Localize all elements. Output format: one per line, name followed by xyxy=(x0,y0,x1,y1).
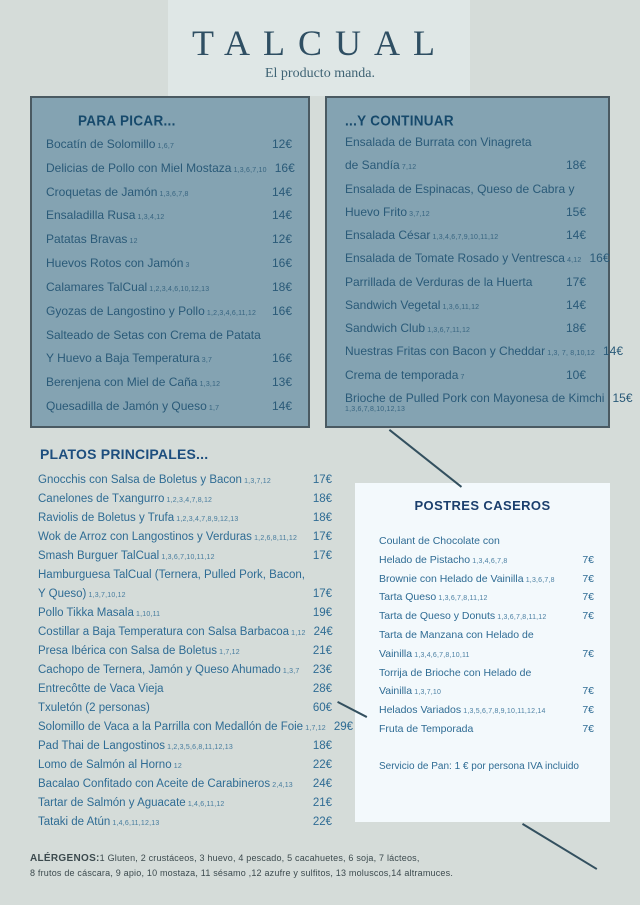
menu-item-row xyxy=(46,399,292,413)
allergen-numbers: 12 xyxy=(171,763,182,770)
allergen-numbers: 1,3,6,7,10,11,12 xyxy=(159,554,215,561)
menu-item-name: Raviolis de Boletus y Trufa 1,2,3,4,7,8,9,12,13 xyxy=(38,512,239,524)
allergen-numbers: 1,3,6,7,8,11,12 xyxy=(495,614,547,622)
menu-item-name: Ensalada César 1,3,4,6,7,9,10,11,12 xyxy=(345,228,499,243)
allergen-numbers: 12 xyxy=(127,238,138,246)
menu-item-price: 18€ xyxy=(312,740,332,752)
menu-item-name: Cachopo de Ternera, Jamón y Queso Ahumado 1,3,7 xyxy=(38,664,300,676)
menu-item-price: 14€ xyxy=(565,297,586,312)
menu-item-price: 14€ xyxy=(603,344,624,359)
menu-item-name: Salteado de Setas con Crema de Patata xyxy=(46,327,261,342)
menu-item-name: Delicias de Pollo con Miel Mostaza 1,3,6,7,10 xyxy=(46,160,267,175)
menu-item-name: Tataki de Atún 1,4,6,11,12,13 xyxy=(38,816,160,828)
menu-item-row xyxy=(46,328,292,342)
menu-item-name: Parrillada de Verduras de la Huerta xyxy=(345,274,533,289)
menu-item-row xyxy=(38,797,332,809)
menu-item-row xyxy=(345,135,586,149)
menu-item-list xyxy=(46,137,295,413)
menu-item-row xyxy=(345,275,586,289)
allergen-numbers: 1,3,4,12 xyxy=(135,214,165,222)
allergen-numbers: 1,2,6,8,11,12 xyxy=(251,535,298,542)
menu-item-price: 60€ xyxy=(312,702,332,714)
menu-item-name: Tarta de Queso y Donuts 1,3,6,7,8,11,12 xyxy=(379,610,547,623)
allergen-numbers: 1,2,3,5,6,8,11,12,13 xyxy=(165,744,233,751)
menu-item-name: Costillar a Baja Temperatura con Salsa Barbacoa 1,12 xyxy=(38,626,306,638)
menu-item-price: 12€ xyxy=(271,137,292,151)
menu-item-row xyxy=(345,182,586,196)
menu-item-name: Hamburguesa TalCual (Ternera, Pulled Pork, Bacon, xyxy=(38,569,305,581)
menu-item-row xyxy=(379,610,594,622)
allergen-numbers: 1,3,7,10 xyxy=(412,689,442,697)
allergen-numbers: 7,12 xyxy=(399,164,417,172)
menu-item-row xyxy=(379,554,594,566)
menu-item-price: 7€ xyxy=(582,572,594,585)
menu-item-price: 21€ xyxy=(312,797,332,809)
menu-item-name: Ensalada de Burrata con Vinagreta xyxy=(345,135,532,149)
menu-item-price: 12€ xyxy=(271,232,292,247)
allergen-numbers: 1,3,12 xyxy=(197,381,221,389)
menu-item-price: 7€ xyxy=(582,553,594,566)
allergens-label: ALÉRGENOS: xyxy=(30,853,100,864)
menu-item-name: Entrecôtte de Vaca Vieja xyxy=(38,683,164,695)
menu-item-price: 22€ xyxy=(312,759,332,771)
menu-item-price: 29€ xyxy=(333,721,354,733)
allergen-numbers: 1,3,7,10,12 xyxy=(86,592,126,599)
menu-item-name: Bacalao Confitado con Aceite de Carabineros 2,4,13 xyxy=(38,778,293,790)
menu-item-name: Tarta Queso 1,3,6,7,8,11,12 xyxy=(379,591,488,604)
menu-item-row xyxy=(379,704,594,716)
menu-item-name: Smash Burguer TalCual 1,3,6,7,10,11,12 xyxy=(38,550,215,562)
diagonal-line xyxy=(389,429,462,488)
allergen-numbers: 1,4,6,11,12 xyxy=(185,801,225,808)
allergen-numbers: 1,3,6,7,11,12 xyxy=(425,327,471,335)
menu-item-price: 16€ xyxy=(274,160,295,175)
menu-item-name: Tarta de Manzana con Helado de xyxy=(379,628,534,641)
menu-item-row xyxy=(46,185,292,199)
menu-item-name: Vainilla 1,3,7,10 xyxy=(379,685,442,698)
menu-item-name: Pad Thai de Langostinos 1,2,3,5,6,8,11,12,13 xyxy=(38,740,233,752)
menu-item-row xyxy=(38,474,332,486)
menu-item-row xyxy=(38,626,332,638)
menu-item-price: 7€ xyxy=(582,722,594,735)
menu-item-name: Crema de temporada 7 xyxy=(345,367,465,382)
menu-item-price: 18€ xyxy=(312,493,332,505)
menu-item-name: Helados Variados 1,3,5,6,7,8,9,10,11,12,14 xyxy=(379,704,546,717)
allergen-numbers: 1,3,4,6,7,8,10,11 xyxy=(412,651,470,659)
menu-item-price: 7€ xyxy=(582,610,594,623)
menu-item-price: 24€ xyxy=(312,778,332,790)
menu-item-row xyxy=(46,160,295,175)
menu-item-price: 18€ xyxy=(271,279,292,294)
menu-item-name: Y Huevo a Baja Temperatura 3,7 xyxy=(46,351,213,366)
menu-item-row xyxy=(379,667,594,679)
allergen-numbers: 1,12 xyxy=(289,630,306,637)
menu-item-price: 10€ xyxy=(565,367,586,382)
allergen-numbers: 1,3,5,6,7,8,9,10,11,12,14 xyxy=(461,708,546,716)
allergen-numbers: 7 xyxy=(458,373,465,381)
allergen-numbers: 1,3,6,7,8,10,12,13 xyxy=(345,405,406,413)
menu-item-row xyxy=(379,591,594,603)
menu-item-price: 15€ xyxy=(612,390,633,405)
menu-item-name: Huevos Rotos con Jamón 3 xyxy=(46,256,190,271)
menu-item-row xyxy=(38,512,332,524)
menu-item-row xyxy=(38,759,332,771)
menu-item-name: Brownie con Helado de Vainilla 1,3,6,7,8 xyxy=(379,572,555,585)
menu-item-name: Sandwich Vegetal 1,3,6,11,12 xyxy=(345,297,480,312)
menu-item-row xyxy=(46,351,292,365)
menu-item-price: 15€ xyxy=(565,204,586,219)
section-title-platos-principales: PLATOS PRINCIPALES... xyxy=(40,446,209,462)
menu-item-row xyxy=(379,648,594,660)
menu-item-price: 17€ xyxy=(312,531,332,543)
menu-item-row xyxy=(46,232,292,246)
menu-item-price: 16€ xyxy=(271,256,292,271)
menu-item-price: 18€ xyxy=(565,158,586,173)
menu-item-name: Wok de Arroz con Langostinos y Verduras 1,2,6,8,11,12 xyxy=(38,531,298,543)
menu-item-name: Torrija de Brioche con Helado de xyxy=(379,666,532,679)
menu-item-row xyxy=(379,685,594,697)
menu-item-name: Huevo Frito 3,7,12 xyxy=(345,204,430,219)
menu-item-row xyxy=(38,683,332,695)
menu-item-price: 14€ xyxy=(271,184,292,199)
allergen-numbers: 3,7 xyxy=(199,357,213,365)
allergen-numbers: 3 xyxy=(183,262,190,270)
menu-item-price: 17€ xyxy=(312,588,332,600)
menu-item-name: Berenjena con Miel de Caña 1,3,12 xyxy=(46,375,221,390)
allergens-text-1: 1 Gluten, 2 crustáceos, 3 huevo, 4 pescado, 5 cacahuetes, 6 soja, 7 lácteos, xyxy=(99,853,420,863)
menu-item-name: Vainilla 1,3,4,6,7,8,10,11 xyxy=(379,647,470,660)
menu-item-price: 17€ xyxy=(312,474,332,486)
menu-item-price: 21€ xyxy=(312,645,332,657)
allergen-numbers: 1,10,11 xyxy=(133,611,161,618)
section-title-y-continuar: ...Y CONTINUAR xyxy=(345,112,454,129)
menu-item-price: 14€ xyxy=(271,208,292,223)
menu-item-name: Ensalada de Espinacas, Queso de Cabra y xyxy=(345,181,575,196)
allergen-numbers: 4,12 xyxy=(564,257,582,265)
allergen-numbers: 1,7,12 xyxy=(303,725,326,732)
menu-item-name: Calamares TalCual 1,2,3,4,6,10,12,13 xyxy=(46,279,210,294)
allergen-numbers: 1,6,7 xyxy=(155,143,175,150)
section-y-continuar xyxy=(325,96,633,428)
menu-item-price: 28€ xyxy=(312,683,332,695)
allergens-line-2: 8 frutos de cáscara, 9 apio, 10 mostaza, 11 sésamo ,12 azufre y sulfitos, 13 moluscos,14 altramuces. xyxy=(30,868,454,878)
allergen-numbers: 1,3, 7, 8,10,12 xyxy=(545,350,595,358)
section-title-para-picar: PARA PICAR... xyxy=(78,112,176,129)
menu-item-row xyxy=(38,531,332,543)
menu-item-row xyxy=(345,158,586,172)
allergen-numbers: 1,3,6,7,8,11,12 xyxy=(436,595,488,603)
allergens-footer xyxy=(30,851,615,881)
allergen-numbers: 1,3,4,6,7,9,10,11,12 xyxy=(430,234,499,242)
menu-item-row xyxy=(379,723,594,735)
menu-item-row xyxy=(38,721,354,733)
menu-item-row xyxy=(46,304,292,318)
brand-title: TALCUAL xyxy=(191,23,449,63)
menu-item-name: Y Queso) 1,3,7,10,12 xyxy=(38,588,126,600)
menu-item-list xyxy=(379,535,594,735)
menu-item-name: Bocatín de Solomillo 1,6,7 xyxy=(46,137,175,151)
menu-item-name: Croquetas de Jamón 1,3,6,7,8 xyxy=(46,184,189,199)
allergen-numbers: 1,7 xyxy=(206,404,220,412)
menu-item-row xyxy=(46,256,292,270)
menu-item-name: Nuestras Fritas con Bacon y Cheddar 1,3, 7, 8,10,12 xyxy=(345,344,595,359)
menu-item-row xyxy=(345,321,586,335)
allergen-numbers: 1,7,12 xyxy=(217,649,240,656)
menu-item-price: 7€ xyxy=(582,647,594,660)
menu-item-row xyxy=(38,740,332,752)
allergen-numbers: 2,4,13 xyxy=(270,782,293,789)
menu-item-name: Txuletón (2 personas) xyxy=(38,702,150,714)
menu-item-price: 17€ xyxy=(565,274,586,289)
menu-item-row xyxy=(345,390,633,413)
menu-item-row xyxy=(46,137,292,151)
menu-item-name: Lomo de Salmón al Horno 12 xyxy=(38,759,182,771)
menu-item-price: 13€ xyxy=(271,375,292,390)
menu-item-name: de Sandía 7,12 xyxy=(345,158,417,173)
menu-item-row xyxy=(38,493,332,505)
menu-item-name: Gyozas de Langostino y Pollo 1,2,3,4,6,11,12 xyxy=(46,303,257,318)
menu-item-row xyxy=(345,298,586,312)
menu-item-name: Sandwich Club 1,3,6,7,11,12 xyxy=(345,321,471,336)
menu-item-name: Brioche de Pulled Pork con Mayonesa de Kimchi xyxy=(345,390,605,405)
allergen-numbers: 1,2,3,4,6,11,12 xyxy=(204,309,257,317)
menu-item-row xyxy=(46,208,292,222)
menu-item-name: Canelones de Txangurro 1,2,3,4,7,8,12 xyxy=(38,493,213,505)
allergen-numbers: 1,3,6,11,12 xyxy=(440,303,480,311)
allergen-numbers: 3,7,12 xyxy=(407,210,430,218)
allergens-line-1 xyxy=(30,851,615,866)
menu-item-row xyxy=(38,607,332,619)
menu-item-row xyxy=(345,228,586,242)
menu-item-price: 19€ xyxy=(312,607,332,619)
allergen-numbers: 1,3,7,12 xyxy=(241,478,271,485)
allergen-numbers: 1,2,3,4,7,8,12 xyxy=(164,497,213,504)
menu-item-name: Ensalada de Tomate Rosado y Ventresca 4,12 xyxy=(345,251,582,266)
menu-item-price: 22€ xyxy=(312,816,332,828)
allergen-numbers: 1,3,7 xyxy=(280,668,300,675)
menu-item-price: 7€ xyxy=(582,591,594,604)
menu-item-name: Gnocchis con Salsa de Boletus y Bacon 1,3,7,12 xyxy=(38,474,271,486)
menu-item-name: Pollo Tikka Masala 1,10,11 xyxy=(38,607,161,619)
menu-item-row xyxy=(38,702,332,714)
menu-item-price: 16€ xyxy=(271,303,292,318)
menu-item-row xyxy=(345,344,624,359)
menu-item-name: Tartar de Salmón y Aguacate 1,4,6,11,12 xyxy=(38,797,225,809)
menu-item-row xyxy=(38,588,332,600)
menu-item-row xyxy=(38,569,332,581)
menu-item-price: 23€ xyxy=(312,664,332,676)
menu-item-row xyxy=(46,375,292,389)
menu-item-price: 14€ xyxy=(565,228,586,243)
menu-item-price: 14€ xyxy=(271,398,292,413)
allergen-numbers: 1,2,3,4,7,8,9,12,13 xyxy=(174,516,239,523)
menu-item-price: 17€ xyxy=(312,550,332,562)
menu-item-name: Helado de Pistacho 1,3,4,6,7,8 xyxy=(379,553,508,566)
allergen-numbers: 1,3,6,7,8 xyxy=(157,190,189,198)
menu-item-price: 16€ xyxy=(589,251,610,266)
menu-item-price: 18€ xyxy=(312,512,332,524)
menu-item-row xyxy=(379,573,594,585)
menu-item-list xyxy=(38,474,354,828)
menu-item-list xyxy=(345,135,633,413)
menu-item-name: Patatas Bravas 12 xyxy=(46,232,138,247)
menu-item-name: Quesadilla de Jamón y Queso 1,7 xyxy=(46,398,220,413)
section-para-picar xyxy=(30,96,310,428)
allergen-numbers: 1,3,6,7,8 xyxy=(523,576,555,584)
allergen-numbers: 1,3,4,6,7,8 xyxy=(470,557,508,565)
menu-item-row xyxy=(38,816,332,828)
menu-item-name: Coulant de Chocolate con xyxy=(379,535,500,547)
menu-item-row xyxy=(38,778,332,790)
menu-item-price: 7€ xyxy=(582,704,594,717)
section-title-postres-caseros: POSTRES CASEROS xyxy=(414,498,551,513)
allergen-numbers: 1,2,3,4,6,10,12,13 xyxy=(147,285,210,293)
menu-item-name: Solomillo de Vaca a la Parrilla con Medallón de Foie 1,7,12 xyxy=(38,721,326,733)
bread-service-note: Servicio de Pan: 1 € por persona IVA incluido xyxy=(379,761,579,772)
menu-item-name: Fruta de Temporada xyxy=(379,722,474,735)
menu-item-row xyxy=(379,629,594,641)
menu-item-price: 7€ xyxy=(582,685,594,698)
brand-tagline: El producto manda. xyxy=(264,66,376,81)
menu-item-price: 16€ xyxy=(271,351,292,366)
menu-item-row xyxy=(379,535,594,547)
menu-item-row xyxy=(38,664,332,676)
menu-item-row xyxy=(38,645,332,657)
menu-item-row xyxy=(345,251,610,266)
allergen-numbers: 1,4,6,11,12,13 xyxy=(110,820,160,827)
section-postres-caseros xyxy=(355,483,610,822)
menu-item-name: Ensaladilla Rusa 1,3,4,12 xyxy=(46,208,165,223)
menu-item-name: Presa Ibérica con Salsa de Boletus 1,7,12 xyxy=(38,645,240,657)
menu-item-price: 24€ xyxy=(313,626,333,638)
menu-item-price: 18€ xyxy=(565,321,586,336)
allergen-numbers: 1,3,6,7,10 xyxy=(231,166,267,174)
menu-item-row xyxy=(345,205,586,219)
menu-item-row xyxy=(345,368,586,382)
menu-item-row xyxy=(38,550,332,562)
menu-item-row xyxy=(46,280,292,294)
